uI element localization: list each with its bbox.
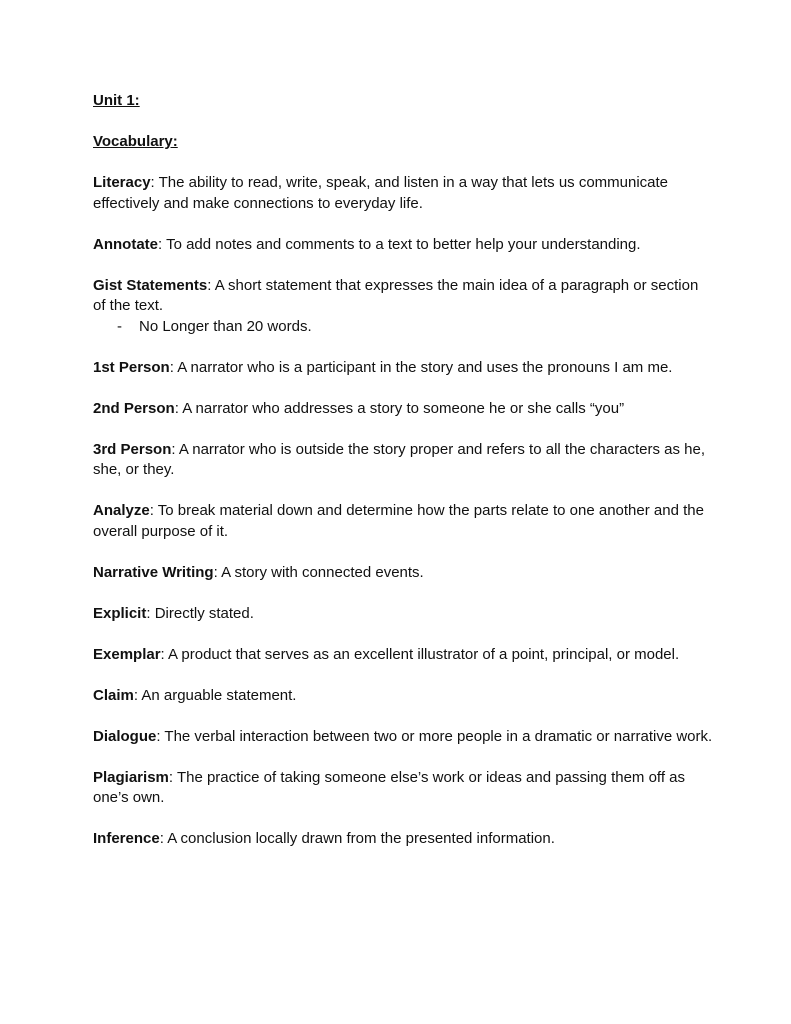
vocabulary-heading: Vocabulary:	[93, 133, 178, 150]
vocab-term: 2nd Person	[93, 399, 175, 417]
vocab-definition: : A narrator who addresses a story to someone he or she calls “you”	[174, 399, 625, 417]
vocab-term: 3rd Person	[93, 440, 172, 458]
vocab-entry-2nd-person	[93, 399, 713, 420]
vocab-definition: : A story with connected events.	[213, 563, 424, 581]
vocab-definition: : The practice of taking someone else’s work or ideas and passing them off as one’s own.	[93, 768, 685, 806]
vocab-entry-3rd-person	[93, 440, 713, 481]
unit-heading: Unit 1:	[93, 92, 140, 109]
vocab-entry-dialogue	[93, 727, 713, 748]
vocab-entry-inference	[93, 829, 713, 850]
bullet-item	[93, 317, 713, 338]
vocab-entry-exemplar	[93, 645, 713, 666]
vocab-entry-narrative-writing	[93, 563, 713, 584]
vocab-definition: : A short statement that expresses the main idea of a paragraph or section of the text.	[93, 276, 699, 314]
vocab-term: Analyze	[93, 502, 150, 519]
vocab-term: Explicit	[93, 604, 147, 622]
document-page	[93, 91, 713, 850]
vocab-definition: : To break material down and determine how the parts relate to one another and the overall purpose of it.	[93, 502, 704, 540]
vocab-definition: : The ability to read, write, speak, and listen in a way that lets us communicate effectively and make connections to everyday life.	[93, 174, 669, 212]
vocab-term: Inference	[93, 830, 160, 847]
vocab-entry-plagiarism	[93, 768, 713, 809]
vocab-definition: : A conclusion locally drawn from the presented information.	[159, 830, 555, 847]
vocab-definition: : An arguable statement.	[133, 686, 297, 704]
vocab-term: Plagiarism	[93, 768, 169, 786]
vocab-term: Narrative Writing	[93, 563, 214, 581]
vocab-entry-analyze	[93, 501, 713, 542]
vocab-definition: : A narrator who is outside the story proper and refers to all the characters as he, she, or they.	[93, 440, 705, 478]
vocab-term: Exemplar	[93, 645, 161, 663]
bullet-marker: -	[117, 317, 122, 335]
vocab-entry-1st-person	[93, 358, 713, 379]
vocab-definition: : A product that serves as an excellent illustrator of a point, principal, or model.	[160, 645, 680, 663]
vocab-definition: : The verbal interaction between two or more people in a dramatic or narrative work.	[156, 727, 713, 745]
vocab-entry-explicit	[93, 604, 713, 625]
vocab-entry-gist-statements	[93, 276, 713, 338]
bullet-text: No Longer than 20 words.	[139, 317, 312, 335]
vocab-term: Dialogue	[93, 727, 157, 745]
vocab-entry-claim	[93, 686, 713, 707]
vocab-term: Annotate	[93, 235, 158, 253]
vocab-definition: : Directly stated.	[146, 604, 254, 622]
vocab-term: Gist Statements	[93, 276, 208, 294]
vocab-definition: : To add notes and comments to a text to better help your understanding.	[158, 235, 641, 253]
vocab-entry-annotate	[93, 235, 713, 256]
vocab-term: Literacy	[93, 174, 151, 191]
vocab-term: Claim	[93, 686, 134, 704]
vocab-definition: : A narrator who is a participant in the story and uses the pronouns I am me.	[169, 358, 673, 376]
vocab-term: 1st Person	[93, 358, 170, 376]
vocab-entry-literacy	[93, 173, 713, 214]
